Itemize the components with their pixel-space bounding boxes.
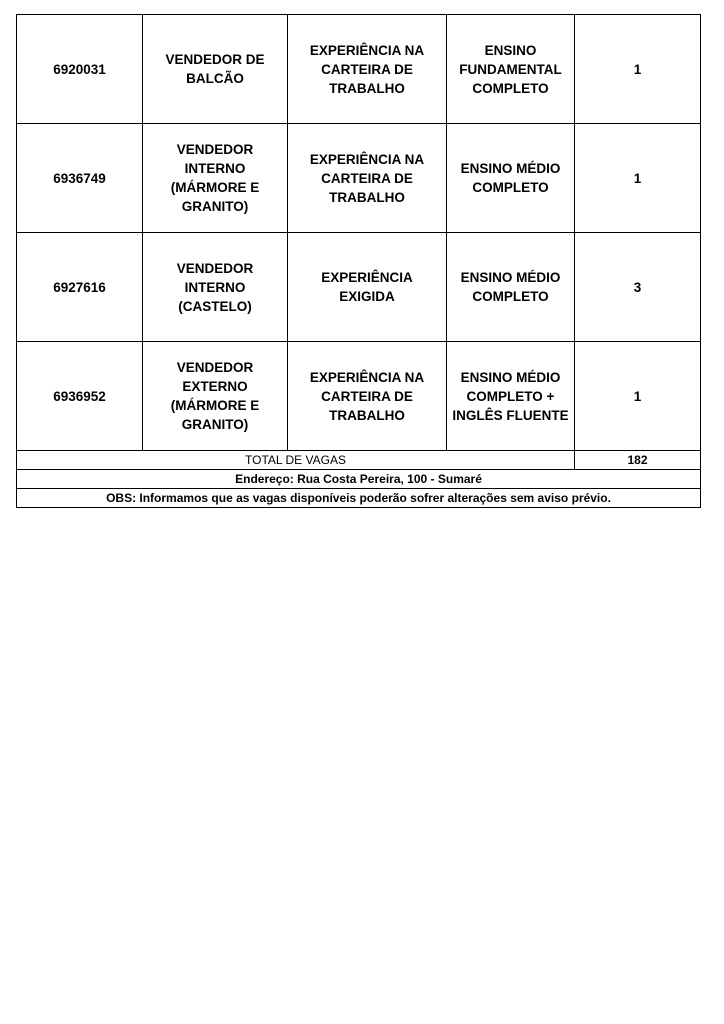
note-row [17, 489, 701, 508]
job-title-cell [143, 233, 288, 342]
job-education-cell [447, 124, 575, 233]
address-row [17, 470, 701, 489]
total-row [17, 451, 701, 470]
job-title-cell [143, 15, 288, 124]
job-experience-cell [288, 15, 447, 124]
job-vacancies-cell [575, 15, 701, 124]
job-code-cell [17, 15, 143, 124]
note-text: OBS: Informamos que as vagas disponíveis poderão sofrer alterações sem aviso prévio. [17, 489, 701, 508]
job-education-cell [447, 342, 575, 451]
job-experience-cell [288, 233, 447, 342]
job-vacancies-cell [575, 342, 701, 451]
table-row [17, 233, 701, 342]
table-row [17, 15, 701, 124]
total-label: TOTAL DE VAGAS [17, 451, 575, 470]
job-education: ENSINO MÉDIO COMPLETO [460, 270, 561, 304]
job-title: VENDEDOR DE BALCÃO [165, 52, 265, 86]
table-row [17, 124, 701, 233]
job-code-cell [17, 233, 143, 342]
total-value: 182 [575, 451, 701, 470]
job-vacancies-cell [575, 124, 701, 233]
job-code-cell [17, 124, 143, 233]
address-text: Endereço: Rua Costa Pereira, 100 - Sumaré [17, 470, 701, 489]
job-education-cell [447, 233, 575, 342]
job-code: 6936952 [53, 388, 106, 404]
job-vacancies: 1 [633, 61, 642, 77]
job-code: 6936749 [53, 170, 106, 186]
job-education: ENSINO FUNDAMENTAL COMPLETO [459, 42, 562, 96]
job-vacancies: 1 [633, 388, 642, 404]
job-vacancies-table [16, 14, 701, 508]
job-title: VENDEDOR INTERNO (CASTELO) [176, 260, 254, 314]
job-title-cell [143, 342, 288, 451]
job-code: 6927616 [53, 279, 106, 295]
job-experience: EXPERIÊNCIA NA CARTEIRA DE TRABALHO [309, 369, 425, 423]
job-vacancies: 3 [633, 279, 642, 295]
job-experience-cell [288, 124, 447, 233]
job-title-cell [143, 124, 288, 233]
job-code-cell [17, 342, 143, 451]
job-experience-cell [288, 342, 447, 451]
job-education: ENSINO MÉDIO COMPLETO [460, 161, 561, 195]
job-experience: EXPERIÊNCIA NA CARTEIRA DE TRABALHO [309, 151, 425, 205]
job-experience: EXPERIÊNCIA EXIGIDA [321, 270, 413, 304]
table-row [17, 342, 701, 451]
job-education: ENSINO MÉDIO COMPLETO + INGLÊS FLUENTE [452, 369, 569, 423]
job-vacancies-cell [575, 233, 701, 342]
job-code: 6920031 [53, 61, 106, 77]
job-experience: EXPERIÊNCIA NA CARTEIRA DE TRABALHO [309, 42, 425, 96]
job-title: VENDEDOR EXTERNO (MÁRMORE E GRANITO) [170, 360, 260, 432]
job-education-cell [447, 15, 575, 124]
job-vacancies: 1 [633, 170, 642, 186]
job-title: VENDEDOR INTERNO (MÁRMORE E GRANITO) [170, 142, 260, 214]
